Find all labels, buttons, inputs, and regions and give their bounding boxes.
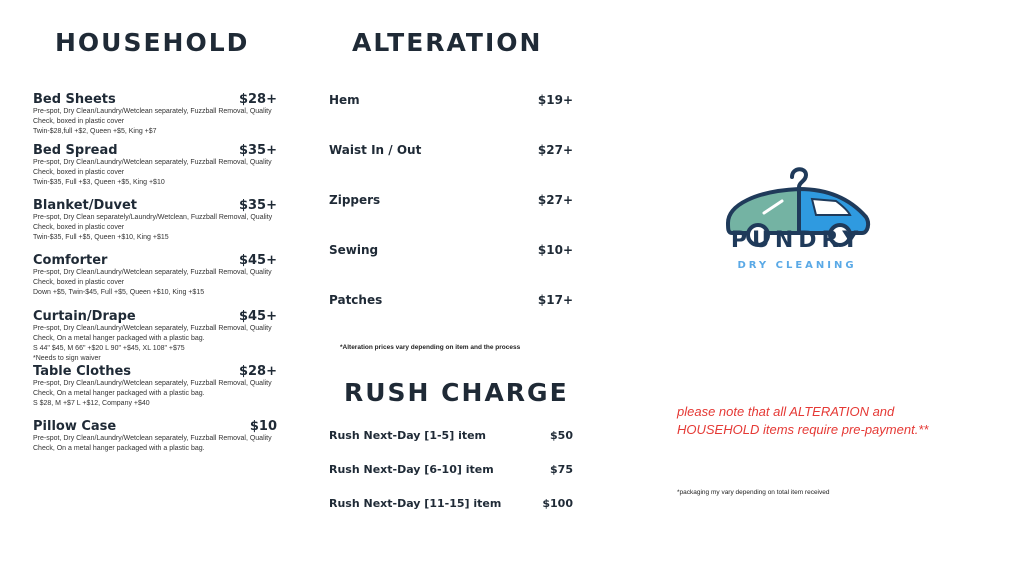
item-name: Rush Next-Day [1-5] item: [329, 429, 487, 442]
household-item: [33, 92, 277, 137]
item-price: $27+: [537, 143, 573, 157]
household-heading: HOUSEHOLD: [55, 28, 250, 57]
item-price: $28+: [238, 92, 277, 107]
item-description: Pre-spot, Dry Clean/Laundry/Wetclean separately, Fuzzball Removal, Quality Check, boxed in plastic cover Down +$5, Twin-$45, Full +$5, Queen +$10, King +$15: [33, 269, 272, 296]
item-description: Pre-spot, Dry Clean/Laundry/Wetclean separately, Fuzzball Removal, Quality Check, boxed in plastic cover Twin-$28,full +$2, Queen +$5, King +$7: [33, 108, 272, 135]
item-price: $28+: [238, 364, 277, 379]
item-name: Rush Next-Day [11-15] item: [329, 497, 502, 510]
packaging-note: *packaging my vary depending on total item received: [677, 489, 830, 496]
prepayment-note: please note that all ALTERATION and HOUSEHOLD items require pre-payment.**: [677, 404, 929, 437]
item-price: $17+: [537, 293, 573, 307]
household-item: [33, 198, 277, 243]
item-price: $45+: [238, 309, 277, 324]
car-hanger-icon: [716, 130, 878, 280]
item-description: Pre-spot, Dry Clean separately/Laundry/Wetclean, Fuzzball Removal, Quality Check, boxed in plastic cover Twin-$35, Full +$5, Queen +$10, King +$15: [33, 214, 273, 241]
item-name: Zippers: [329, 193, 381, 207]
item-price: $19+: [537, 93, 573, 107]
item-name: Pillow Case: [33, 419, 117, 434]
item-name: Patches: [329, 293, 383, 307]
alteration-item: [329, 93, 573, 107]
household-item: [33, 143, 277, 188]
item-description: Pre-spot, Dry Clean/Laundry/Wetclean separately, Fuzzball Removal, Quality Check, boxed in plastic cover Twin-$35, Full +$3, Queen +$5, King +$10: [33, 159, 272, 186]
alteration-item: [329, 243, 573, 257]
household-item: [33, 253, 277, 298]
item-price: $10: [249, 419, 277, 434]
item-price: $75: [550, 463, 573, 476]
item-name: Curtain/Drape: [33, 309, 136, 324]
household-item: [33, 419, 277, 454]
item-name: Sewing: [329, 243, 379, 257]
rush-item: [329, 463, 573, 476]
item-price: $27+: [537, 193, 573, 207]
item-description: Pre-spot, Dry Clean/Laundry/Wetclean separately, Fuzzball Removal, Quality Check, On a metal hanger packaged with a plastic bag. S $28, M +$7 L +$12, Company +$40: [33, 380, 272, 407]
item-name: Hem: [329, 93, 360, 107]
alteration-item: [329, 293, 573, 307]
item-description: Pre-spot, Dry Clean/Laundry/Wetclean separately, Fuzzball Removal, Quality Check, On a metal hanger packaged with a plastic bag. S 44" $45, M 66" +$20 L 90" +$45, XL 108" +$75 *Needs to sign waiver: [33, 325, 272, 362]
item-price: $50: [550, 429, 573, 442]
household-item: [33, 309, 277, 364]
item-description: Pre-spot, Dry Clean/Laundry/Wetclean separately, Fuzzball Removal, Quality Check, On a metal hanger packaged with a plastic bag.: [33, 435, 272, 452]
alteration-item: [329, 143, 573, 157]
alteration-note: *Alteration prices vary depending on item and the process: [340, 344, 521, 351]
item-price: $45+: [238, 253, 277, 268]
rush-charge-heading: RUSH CHARGE: [344, 378, 569, 407]
item-name: Bed Sheets: [33, 92, 116, 107]
item-name: Comforter: [33, 253, 108, 268]
rush-item: [329, 497, 573, 510]
household-item: [33, 364, 277, 409]
brand-name: PUNDRY: [730, 228, 864, 253]
item-price: $100: [542, 497, 573, 510]
item-name: Table Clothes: [33, 364, 132, 379]
item-price: $35+: [238, 198, 277, 213]
alteration-item: [329, 193, 573, 207]
item-name: Blanket/Duvet: [33, 198, 138, 213]
item-name: Waist In / Out: [329, 143, 422, 157]
alteration-heading: ALTERATION: [352, 28, 543, 57]
item-price: $35+: [238, 143, 277, 158]
item-name: Rush Next-Day [6-10] item: [329, 463, 494, 476]
item-price: $10+: [537, 243, 573, 257]
item-name: Bed Spread: [33, 143, 118, 158]
brand-subtitle: DRY CLEANING: [737, 260, 857, 271]
rush-item: [329, 429, 573, 442]
